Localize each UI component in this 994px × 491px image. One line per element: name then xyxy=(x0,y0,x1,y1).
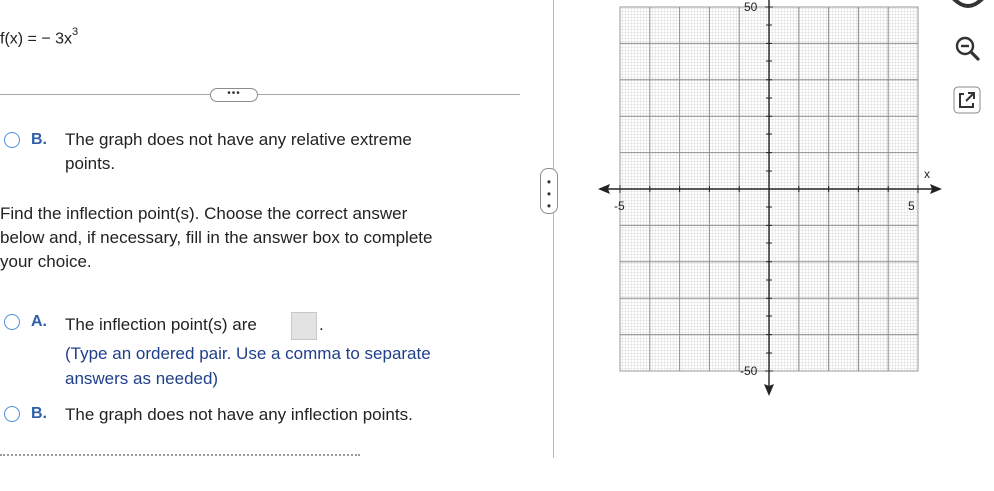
show-more-button[interactable]: ••• xyxy=(210,88,258,102)
radio-extrema-option-b[interactable] xyxy=(4,132,20,148)
inflection-option-a-period: . xyxy=(319,315,324,334)
function-definition xyxy=(0,28,78,48)
x-axis-name: x xyxy=(924,167,930,181)
zoom-out-icon[interactable] xyxy=(952,33,982,63)
inflection-prompt-line3: your choice. xyxy=(0,252,92,271)
inflection-answer-box[interactable] xyxy=(291,312,317,340)
function-expression: f(x) = − 3x xyxy=(0,30,73,48)
inflection-option-b-letter: B. xyxy=(31,405,47,422)
inflection-option-a-letter: A. xyxy=(31,313,47,330)
extrema-option-b-text xyxy=(65,128,412,176)
clipped-text-fragment xyxy=(0,452,360,458)
inflection-prompt-line1: Find the inflection point(s). Choose the correct answer xyxy=(0,204,408,223)
inflection-option-b-text: The graph does not have any inflection points. xyxy=(65,405,413,424)
lasso-icon[interactable] xyxy=(948,0,988,12)
inflection-hint-line2: answers as needed) xyxy=(65,369,219,388)
inflection-prompt-line2: below and, if necessary, fill in the answer box to complete xyxy=(0,228,433,247)
inflection-option-a-hint xyxy=(65,341,431,391)
extrema-option-b-line2: points. xyxy=(65,154,116,173)
x-left-label: -5 xyxy=(614,199,625,213)
open-external-icon[interactable] xyxy=(952,85,982,115)
inflection-hint-line1: (Type an ordered pair. Use a comma to separate xyxy=(65,344,431,363)
radio-inflection-option-a[interactable] xyxy=(4,314,20,330)
y-bottom-label: -50 xyxy=(740,364,758,378)
inflection-prompt xyxy=(0,202,432,274)
radio-inflection-option-b[interactable] xyxy=(4,406,20,422)
pane-splitter xyxy=(553,0,554,458)
extrema-option-b-letter: B. xyxy=(31,131,47,148)
y-top-label: 50 xyxy=(744,0,758,14)
x-right-label: 5 xyxy=(908,199,915,213)
inflection-option-a-text: The inflection point(s) are xyxy=(65,315,257,334)
pane-resize-handle[interactable]: • • • xyxy=(540,168,558,214)
graph-area[interactable] xyxy=(590,0,950,400)
function-exponent: 3 xyxy=(72,26,79,38)
extrema-option-b-line1: The graph does not have any relative extreme xyxy=(65,130,412,149)
section-divider xyxy=(0,94,520,95)
